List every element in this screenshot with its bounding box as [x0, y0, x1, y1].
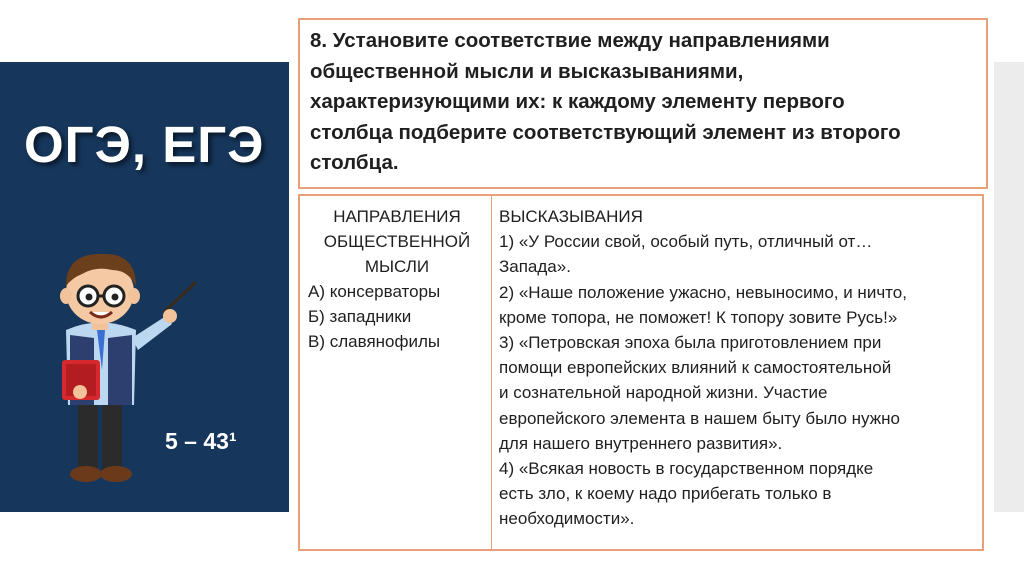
directions-column [308, 204, 486, 354]
directions-header-line: НАПРАВЛЕНИЯ [333, 207, 461, 226]
statements-column [499, 204, 977, 532]
statement-line: европейского элемента в нашем быту было нужно [499, 408, 900, 428]
statement-line: необходимости». [499, 509, 635, 529]
directions-header-line: МЫСЛИ [364, 257, 430, 276]
statement-line: и сознательной народной жизни. Участие [499, 383, 828, 403]
statement-line: есть зло, к коему надо прибегать только в [499, 484, 832, 504]
statement-line: 4) «Всякая новость в государственном порядке [499, 459, 874, 479]
directions-header-line: ОБЩЕСТВЕННОЙ [323, 232, 471, 251]
statement-line: кроме топора, не поможет! К топору зовите Русь!» [499, 307, 898, 327]
matching-table [298, 194, 984, 551]
statement-line: помощи европейских влияний к самостоятельной [499, 358, 892, 378]
statement-line: 3) «Петровская эпоха была приготовлением при [499, 333, 882, 353]
statement-line: 1) «У России свой, особый путь, отличный от… [499, 232, 873, 252]
statement-line: Запада». [499, 257, 571, 277]
statements-header: ВЫСКАЗЫВАНИЯ [499, 207, 643, 226]
statement-line: 2) «Наше положение ужасно, невыносимо, и ничто, [499, 282, 907, 302]
column-divider [491, 196, 492, 549]
statement-line: для нашего внутреннего развития». [499, 433, 783, 453]
panel-title: ОГЭ, ЕГЭ [24, 116, 265, 173]
question-box [298, 18, 988, 189]
question-line: столбца. [310, 151, 399, 174]
right-side-bar [994, 62, 1024, 512]
direction-item: А) консерваторы [308, 282, 441, 301]
page-code: 5 – 43¹ [165, 428, 237, 454]
direction-item: В) славянофилы [308, 332, 441, 351]
direction-item: Б) западники [308, 307, 412, 326]
question-line: характеризующими их: к каждому элементу первого [310, 90, 845, 113]
question-text [310, 26, 980, 179]
question-line: 8. Установите соответствие между направлениями [310, 29, 830, 52]
question-line: общественной мысли и высказываниями, [310, 59, 744, 83]
question-line: столбца подберите соответствующий элемент из второго [310, 120, 901, 144]
